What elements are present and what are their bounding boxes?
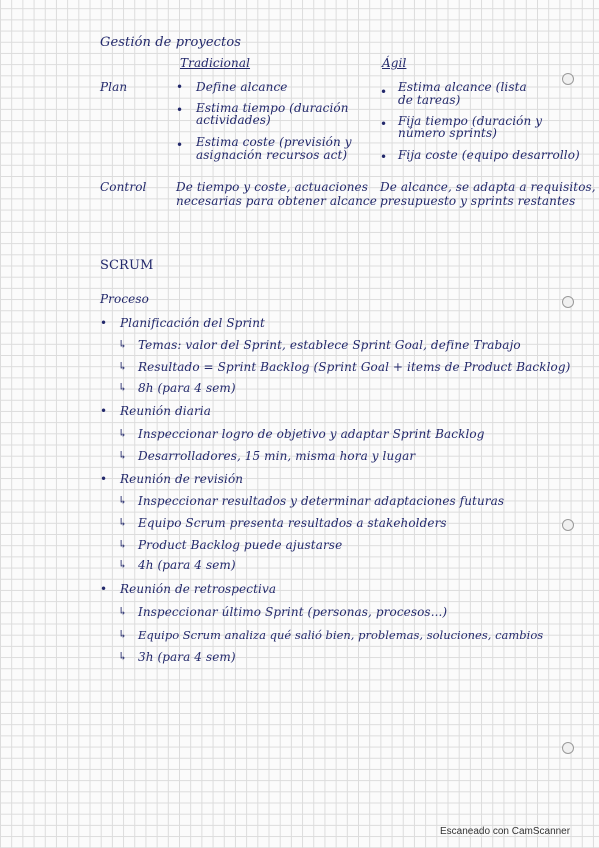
control-agile-text: De alcance, se adapta a requisitos, <box>380 180 596 194</box>
arrow-icon: ↳ <box>118 516 128 529</box>
control-traditional-text: necesarias para obtener alcance <box>176 194 377 208</box>
section-item: Equipo Scrum presenta resultados a stakeholders <box>138 516 447 530</box>
arrow-icon: ↳ <box>118 338 128 351</box>
section-item: 4h (para 4 sem) <box>138 558 236 572</box>
section-title: Reunión de revisión <box>120 472 244 486</box>
bullet-icon: • <box>380 150 388 164</box>
plan-label: Plan <box>100 80 128 94</box>
arrow-icon: ↳ <box>118 650 128 663</box>
section-item: Resultado = Sprint Backlog (Sprint Goal + items de Product Backlog) <box>138 360 571 374</box>
arrow-icon: ↳ <box>118 605 128 618</box>
arrow-icon: ↳ <box>118 628 128 641</box>
bullet-icon: • <box>100 316 108 330</box>
plan-agile-item: Fija tiempo (duración y <box>398 114 543 128</box>
binder-hole <box>562 742 574 754</box>
section-item: 3h (para 4 sem) <box>138 650 236 664</box>
arrow-icon: ↳ <box>118 494 128 507</box>
binder-hole <box>562 296 574 308</box>
arrow-icon: ↳ <box>118 360 128 373</box>
scrum-title: SCRUM <box>100 258 154 273</box>
section-item: Inspeccionar logro de objetivo y adaptar Sprint Backlog <box>138 427 485 441</box>
arrow-icon: ↳ <box>118 538 128 551</box>
control-label: Control <box>100 180 147 194</box>
section-title: Reunión diaria <box>120 404 212 418</box>
arrow-icon: ↳ <box>118 381 128 394</box>
watermark: Escaneado con CamScanner <box>440 826 571 837</box>
bullet-icon: • <box>100 404 108 418</box>
section-item: Inspeccionar resultados y determinar adaptaciones futuras <box>138 494 505 508</box>
plan-traditional-item: Define alcance <box>196 80 288 94</box>
plan-traditional-item: Estima coste (previsión y <box>196 135 352 149</box>
bullet-icon: • <box>380 117 388 131</box>
bullet-icon: • <box>176 80 184 94</box>
arrow-icon: ↳ <box>118 449 128 462</box>
column-header-traditional: Tradicional <box>180 56 251 70</box>
arrow-icon: ↳ <box>118 558 128 571</box>
page-title: Gestión de proyectos <box>100 35 242 50</box>
section-item: Desarrolladores, 15 min, misma hora y lugar <box>138 449 416 463</box>
binder-hole <box>562 519 574 531</box>
section-item: Temas: valor del Sprint, establece Sprint Goal, define Trabajo <box>138 338 521 352</box>
bullet-icon: • <box>100 472 108 486</box>
control-traditional-text: De tiempo y coste, actuaciones <box>176 180 368 194</box>
bullet-icon: • <box>380 85 388 99</box>
binder-hole <box>562 73 574 85</box>
bullet-icon: • <box>176 103 184 117</box>
plan-traditional-item: actividades) <box>196 113 271 127</box>
section-item: 8h (para 4 sem) <box>138 381 236 395</box>
section-title: Planificación del Sprint <box>120 316 265 330</box>
section-item: Equipo Scrum analiza qué salió bien, problemas, soluciones, cambios <box>138 628 544 642</box>
control-agile-text: presupuesto y sprints restantes <box>380 194 576 208</box>
section-item: Product Backlog puede ajustarse <box>138 538 343 552</box>
plan-traditional-item: asignación recursos act) <box>196 148 348 162</box>
plan-agile-item: de tareas) <box>398 93 461 107</box>
plan-agile-item: Fija coste (equipo desarrollo) <box>398 148 580 162</box>
plan-agile-item: número sprints) <box>398 126 498 140</box>
plan-agile-item: Estima alcance (lista <box>398 80 527 94</box>
arrow-icon: ↳ <box>118 427 128 440</box>
section-title: Reunión de retrospectiva <box>120 582 277 596</box>
bullet-icon: • <box>100 582 108 596</box>
process-label: Proceso <box>100 292 149 306</box>
column-header-agile: Ágil <box>382 56 407 70</box>
bullet-icon: • <box>176 138 184 152</box>
section-item: Inspeccionar último Sprint (personas, procesos...) <box>138 605 448 619</box>
plan-traditional-item: Estima tiempo (duración <box>196 101 349 115</box>
